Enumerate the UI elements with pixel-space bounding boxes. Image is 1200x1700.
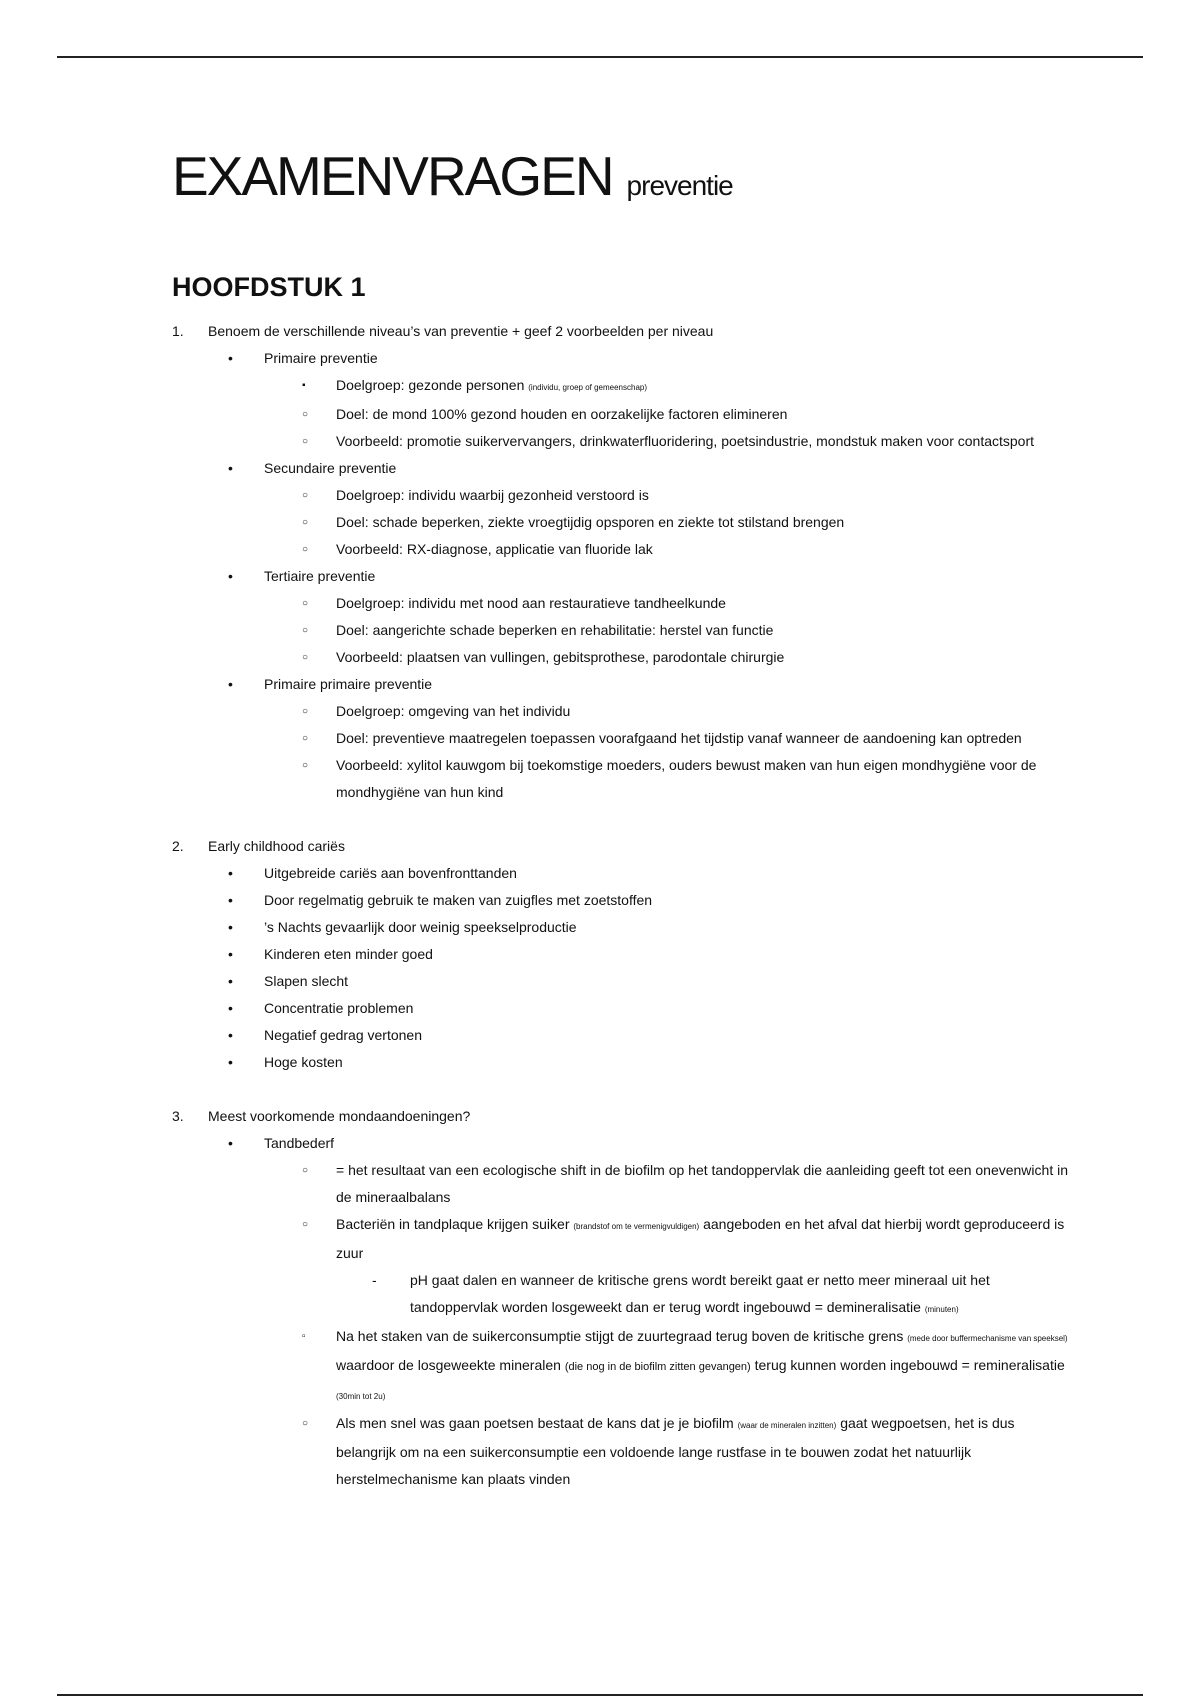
footer-rule (57, 1694, 1143, 1696)
circle-bullet-icon: ○ (302, 1165, 309, 1176)
circle-bullet-icon: ○ (302, 760, 309, 771)
bullet-icon: • (228, 865, 233, 881)
circle-bullet-icon: ○ (302, 706, 309, 717)
question-2 (172, 833, 1072, 1076)
bullet-icon: • (228, 1000, 233, 1016)
list-subsubitem: - pH gaat dalen en wanneer de kritische grens wordt bereikt gaat er netto meer mineraal uit het tandoppervlak worden losgeweekt dan er terug wordt ingebouwd = demineralisatie (minuten) (172, 1267, 1072, 1323)
bullet-icon: • (228, 460, 233, 476)
question-1 (172, 318, 1072, 806)
list-subitem: ○ Voorbeeld: promotie suikervervangers, drinkwaterfluoridering, poetsindustrie, mondstuk maken voor contactsport (172, 428, 1072, 455)
chapter-heading: HOOFDSTUK 1 (172, 272, 366, 302)
list-subitem: ○ Doelgroep: individu waarbij gezonheid verstoord is (172, 482, 1072, 509)
circle-bullet-icon: ○ (302, 409, 309, 420)
list-subitem: ○ Doel: schade beperken, ziekte vroegtijdig opsporen en ziekte tot stilstand brengen (172, 509, 1072, 536)
header-rule (57, 56, 1143, 58)
circle-bullet-icon: ○ (302, 733, 309, 744)
bullet-icon: • (228, 1135, 233, 1151)
list-subitem: ○ Doelgroep: individu met nood aan restauratieve tandheelkunde (172, 590, 1072, 617)
list-subitem: ○ Als men snel was gaan poetsen bestaat de kans dat je je biofilm (waar de mineralen inzitten) gaat wegpoetsen, het is dus belangrijk om na een suikerconsumptie een voldoende lange rustfase in te bouwen zodat het natuurlijk herstelmechanisme kan plaats vinden (172, 1410, 1072, 1493)
question-number: 2. (172, 838, 184, 854)
document-title (172, 144, 733, 208)
list-subitem: ○ Doel: de mond 100% gezond houden en oorzakelijke factoren elimineren (172, 401, 1072, 428)
list-item: • Tertiaire preventie (172, 563, 1072, 590)
circle-bullet-icon: ○ (302, 544, 309, 555)
list-item: • Uitgebreide cariës aan bovenfronttanden (172, 860, 1072, 887)
list-subitem: ○ Voorbeeld: xylitol kauwgom bij toekomstige moeders, ouders bewust maken van hun eigen mondhygiëne voor de mondhygiëne van hun kind (172, 752, 1072, 806)
question-number: 3. (172, 1108, 184, 1124)
question-text: Benoem de verschillende niveau’s van preventie + geef 2 voorbeelden per niveau (208, 323, 714, 339)
list-subitem: ○ Bacteriën in tandplaque krijgen suiker (brandstof om te vermenigvuldigen) aangeboden en het afval dat hierbij wordt geproduceerd is zuur (172, 1211, 1072, 1267)
title-sub: preventie (626, 170, 733, 201)
circle-bullet-icon: ○ (302, 490, 309, 501)
bullet-icon: • (228, 973, 233, 989)
circle-bullet-icon: ○ (302, 436, 309, 447)
list-item: • Concentratie problemen (172, 995, 1072, 1022)
list-subitem: ▫ Na het staken van de suikerconsumptie stijgt de zuurtegraad terug boven de kritische grens (mede door buffermechanisme van speeksel) waardoor de losgeweekte mineralen (die nog in de biofilm zitten gevangen) terug kunnen worden ingebouwd = remineralisatie (30min tot 2u) (172, 1323, 1072, 1410)
circle-bullet-icon: ○ (302, 652, 309, 663)
bullet-icon: • (228, 1054, 233, 1070)
question-text: Early childhood cariës (208, 838, 345, 854)
circle-bullet-icon: ○ (302, 625, 309, 636)
list-item: • Door regelmatig gebruik te maken van zuigfles met zoetstoffen (172, 887, 1072, 914)
circle-bullet-icon: ○ (302, 598, 309, 609)
bullet-icon: • (228, 676, 233, 692)
square-bullet-icon: ▫ (302, 1331, 306, 1342)
document-body (172, 318, 1072, 1493)
bullet-icon: • (228, 1027, 233, 1043)
list-item: • Tandbederf (172, 1130, 1072, 1157)
circle-bullet-icon: ○ (302, 1418, 309, 1429)
question-text: Meest voorkomende mondaandoeningen? (208, 1108, 471, 1124)
list-item: • ’s Nachts gevaarlijk door weinig speekselproductie (172, 914, 1072, 941)
list-subitem: ○ = het resultaat van een ecologische shift in de biofilm op het tandoppervlak die aanleiding geeft tot een onevenwicht in de mineraalbalans (172, 1157, 1072, 1211)
bullet-icon: • (228, 892, 233, 908)
bullet-icon: • (228, 350, 233, 366)
circle-bullet-icon: ○ (302, 1219, 309, 1230)
bullet-icon: • (228, 946, 233, 962)
list-subitem: ○ Voorbeeld: plaatsen van vullingen, gebitsprothese, parodontale chirurgie (172, 644, 1072, 671)
list-item: • Slapen slecht (172, 968, 1072, 995)
list-subitem: ▪ Doelgroep: gezonde personen (individu, groep of gemeenschap) (172, 372, 1072, 401)
question-number: 1. (172, 323, 184, 339)
list-item: • Secundaire preventie (172, 455, 1072, 482)
list-item: • Hoge kosten (172, 1049, 1072, 1076)
list-subitem: ○ Doelgroep: omgeving van het individu (172, 698, 1072, 725)
list-subitem: ○ Voorbeeld: RX-diagnose, applicatie van fluoride lak (172, 536, 1072, 563)
list-item: • Negatief gedrag vertonen (172, 1022, 1072, 1049)
square-bullet-icon: ▪ (302, 380, 306, 391)
list-subitem: ○ Doel: preventieve maatregelen toepassen voorafgaand het tijdstip vanaf wanneer de aandoening kan optreden (172, 725, 1072, 752)
bullet-icon: • (228, 919, 233, 935)
list-item: • Kinderen eten minder goed (172, 941, 1072, 968)
dash-bullet-icon: - (372, 1272, 377, 1288)
bullet-icon: • (228, 568, 233, 584)
question-3 (172, 1103, 1072, 1493)
list-item: • Primaire primaire preventie (172, 671, 1072, 698)
list-item: • Primaire preventie (172, 345, 1072, 372)
title-main: EXAMENVRAGEN (172, 145, 613, 207)
circle-bullet-icon: ○ (302, 517, 309, 528)
list-subitem: ○ Doel: aangerichte schade beperken en rehabilitatie: herstel van functie (172, 617, 1072, 644)
